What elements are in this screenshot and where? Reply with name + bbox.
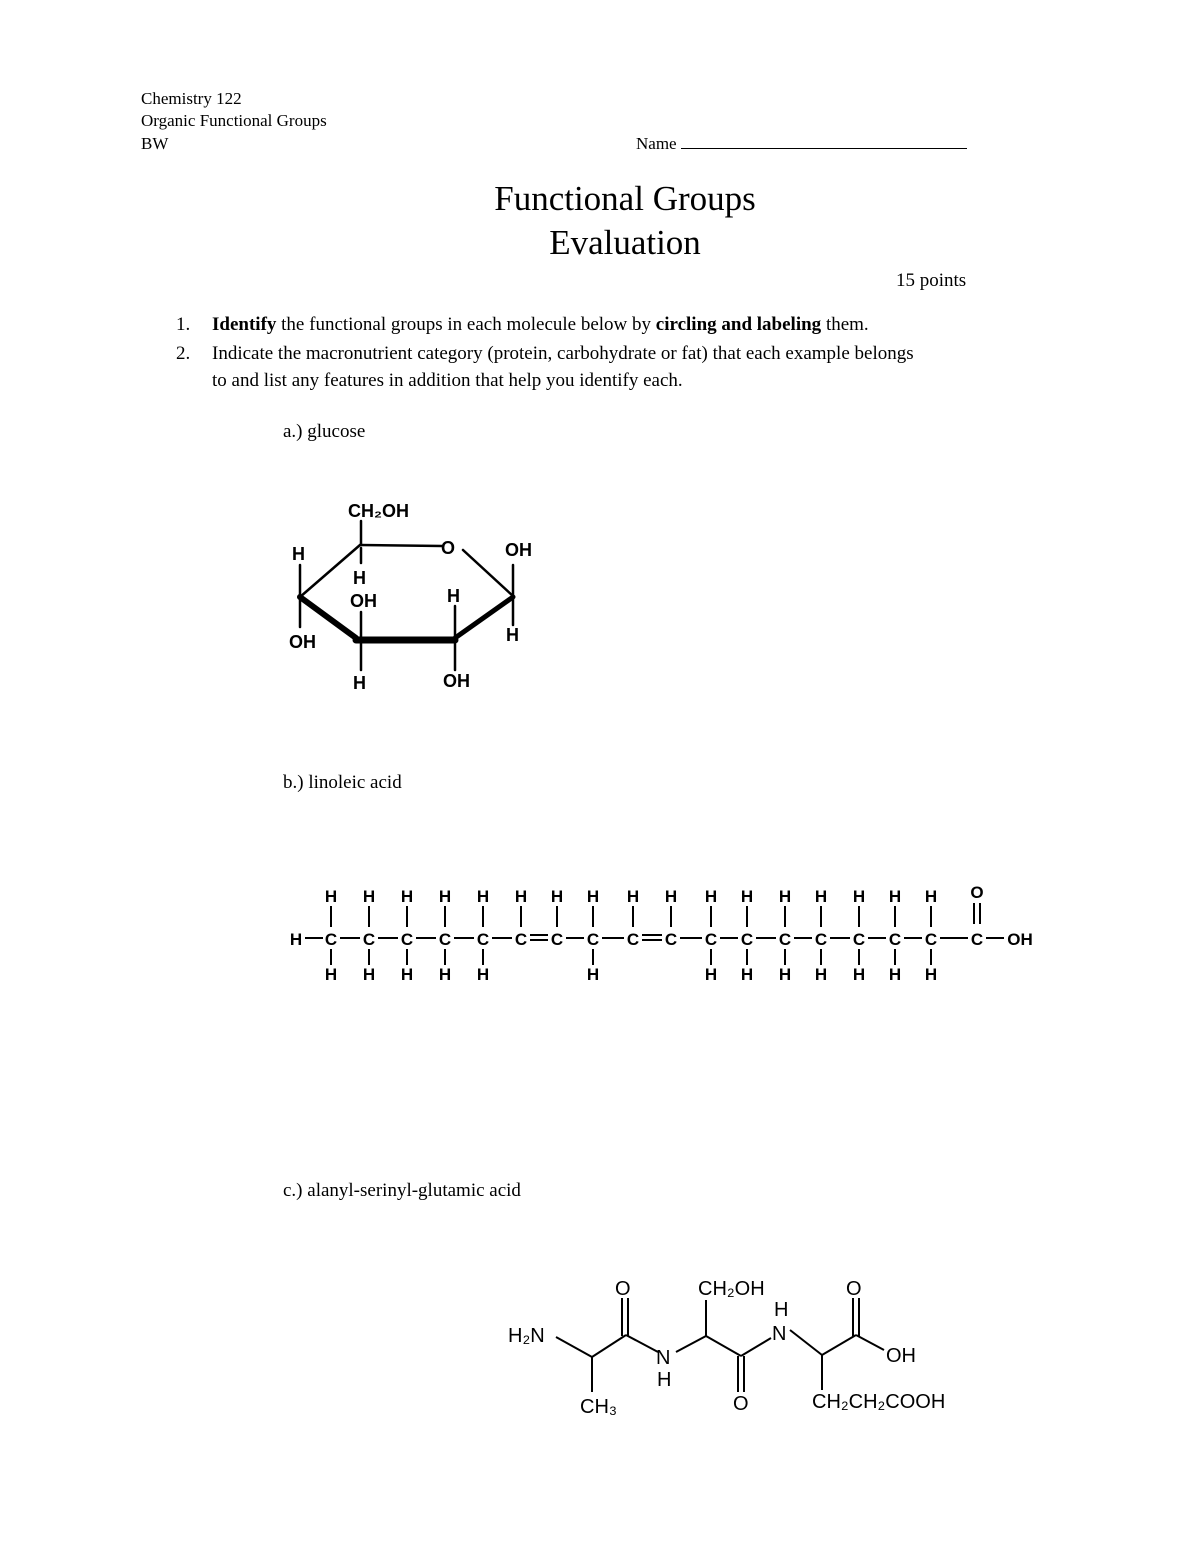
linoleic-hydrogen: H [438, 965, 452, 984]
peptide-bond [706, 1336, 741, 1356]
linoleic-hydrogen: H [852, 887, 866, 906]
linoleic-hydrogen: H [362, 887, 376, 906]
glucose-oh: OH [350, 591, 377, 611]
part-a-label: a.) glucose [283, 421, 366, 442]
peptide-bond [626, 1335, 658, 1352]
linoleic-carbon: C [626, 930, 640, 949]
linoleic-hydrogen: H [924, 965, 938, 984]
linoleic-hydrogen: H [888, 887, 902, 906]
peptide-oh: OH [886, 1345, 916, 1367]
peptide-bond [790, 1330, 822, 1355]
linoleic-carbon: C [778, 930, 792, 949]
glucose-ring-o: O [441, 538, 456, 558]
peptide-o: O [615, 1278, 631, 1300]
linoleic-carbon: C [924, 930, 938, 949]
name-label: Name [636, 134, 677, 153]
linoleic-hydrogen: H [400, 965, 414, 984]
linoleic-carbon: C [888, 930, 902, 949]
linoleic-hydrogen: H [704, 965, 718, 984]
peptide-bond [741, 1338, 771, 1356]
page-subtitle: Evaluation [549, 223, 701, 262]
glucose-ch2oh: CH₂OH [348, 501, 409, 521]
linoleic-terminal-h: H [289, 930, 303, 949]
linoleic-carbonyl-o: O [970, 883, 984, 902]
glucose-h: H [353, 673, 366, 693]
peptide-h: H [774, 1299, 789, 1321]
linoleic-hydrogen: H [778, 965, 792, 984]
linoleic-hydrogen: H [778, 887, 792, 906]
glucose-labels [289, 501, 532, 693]
glucose-oh: OH [505, 540, 532, 560]
linoleic-hydrogen: H [324, 887, 338, 906]
peptide-bond [592, 1335, 626, 1357]
linoleic-carbon: C [550, 930, 564, 949]
course-title: Chemistry 122 [141, 89, 242, 108]
points-label: 15 points [896, 270, 967, 291]
linoleic-hydrogen: H [814, 965, 828, 984]
linoleic-hydrogen: H [476, 965, 490, 984]
instruction-1-bold-1: Identify [212, 314, 277, 335]
part-b-label: b.) linoleic acid [283, 772, 402, 793]
peptide-n: N [656, 1347, 671, 1369]
instruction-1-text-1: the functional groups in each molecule below by [276, 314, 656, 335]
glucose-oh: OH [289, 632, 316, 652]
glucose-bond [360, 545, 442, 546]
peptide-n: N [772, 1323, 787, 1345]
glucose-bond [455, 597, 513, 638]
linoleic-carbon: C [704, 930, 718, 949]
linoleic-hydrogen: H [362, 965, 376, 984]
linoleic-hydrogen: H [924, 887, 938, 906]
linoleic-acid-structure [290, 883, 1033, 984]
peptide-h: H [657, 1369, 672, 1391]
instruction-1-number: 1. [176, 314, 191, 335]
linoleic-hydroxyl: OH [1007, 930, 1033, 949]
linoleic-carbon: C [438, 930, 452, 949]
glucose-h: H [506, 625, 519, 645]
instruction-1-bold-2: circling and labeling [655, 314, 822, 335]
linoleic-hydrogen: H [740, 887, 754, 906]
instruction-1-text-2: them. [821, 314, 869, 335]
instruction-2-number: 2. [176, 343, 191, 364]
linoleic-hydrogen: H [740, 965, 754, 984]
instruction-2-line-2: to and list any features in addition that help you identify each. [212, 370, 683, 391]
linoleic-carbon: C [970, 930, 984, 949]
peptide-o: O [846, 1278, 862, 1300]
peptide-structure [556, 1298, 884, 1392]
linoleic-hydrogen: H [476, 887, 490, 906]
peptide-ch3: CH₃ [580, 1396, 618, 1418]
linoleic-hydrogen: H [852, 965, 866, 984]
peptide-o: O [733, 1393, 749, 1415]
linoleic-carbon: C [814, 930, 828, 949]
instruction-2-line-1: Indicate the macronutrient category (protein, carbohydrate or fat) that each example belongs [212, 343, 914, 364]
linoleic-hydrogen: H [586, 887, 600, 906]
linoleic-hydrogen: H [400, 887, 414, 906]
page-title: Functional Groups [494, 179, 756, 218]
linoleic-hydrogen: H [324, 965, 338, 984]
glucose-bond [300, 545, 360, 597]
linoleic-hydrogen: H [664, 887, 678, 906]
glucose-h: H [292, 544, 305, 564]
peptide-ch2oh: CH₂OH [698, 1278, 765, 1300]
linoleic-hydrogen: H [704, 887, 718, 906]
linoleic-carbon: C [664, 930, 678, 949]
glucose-oh: OH [443, 671, 470, 691]
part-c-label: c.) alanyl-serinyl-glutamic acid [283, 1180, 521, 1201]
linoleic-hydrogen: H [888, 965, 902, 984]
peptide-bond [856, 1335, 884, 1350]
peptide-bond [822, 1335, 856, 1355]
author-initials: BW [141, 134, 169, 153]
glucose-structure [300, 521, 513, 670]
linoleic-carbon: C [476, 930, 490, 949]
course-topic: Organic Functional Groups [141, 111, 327, 130]
linoleic-carbon: C [514, 930, 528, 949]
glucose-h: H [353, 568, 366, 588]
peptide-bond [676, 1336, 706, 1352]
peptide-side-chain: CH₂CH₂COOH [812, 1391, 946, 1413]
peptide-h2n: H₂N [508, 1325, 545, 1347]
linoleic-hydrogen: H [586, 965, 600, 984]
linoleic-carbon: C [362, 930, 376, 949]
glucose-h: H [447, 586, 460, 606]
linoleic-hydrogen: H [514, 887, 528, 906]
peptide-bond [556, 1337, 592, 1357]
linoleic-carbon: C [740, 930, 754, 949]
linoleic-hydrogen: H [626, 887, 640, 906]
linoleic-carbon: C [400, 930, 414, 949]
linoleic-hydrogen: H [438, 887, 452, 906]
linoleic-carbon: C [852, 930, 866, 949]
linoleic-hydrogen: H [550, 887, 564, 906]
linoleic-hydrogen: H [814, 887, 828, 906]
linoleic-carbon: C [324, 930, 338, 949]
linoleic-carbon: C [586, 930, 600, 949]
